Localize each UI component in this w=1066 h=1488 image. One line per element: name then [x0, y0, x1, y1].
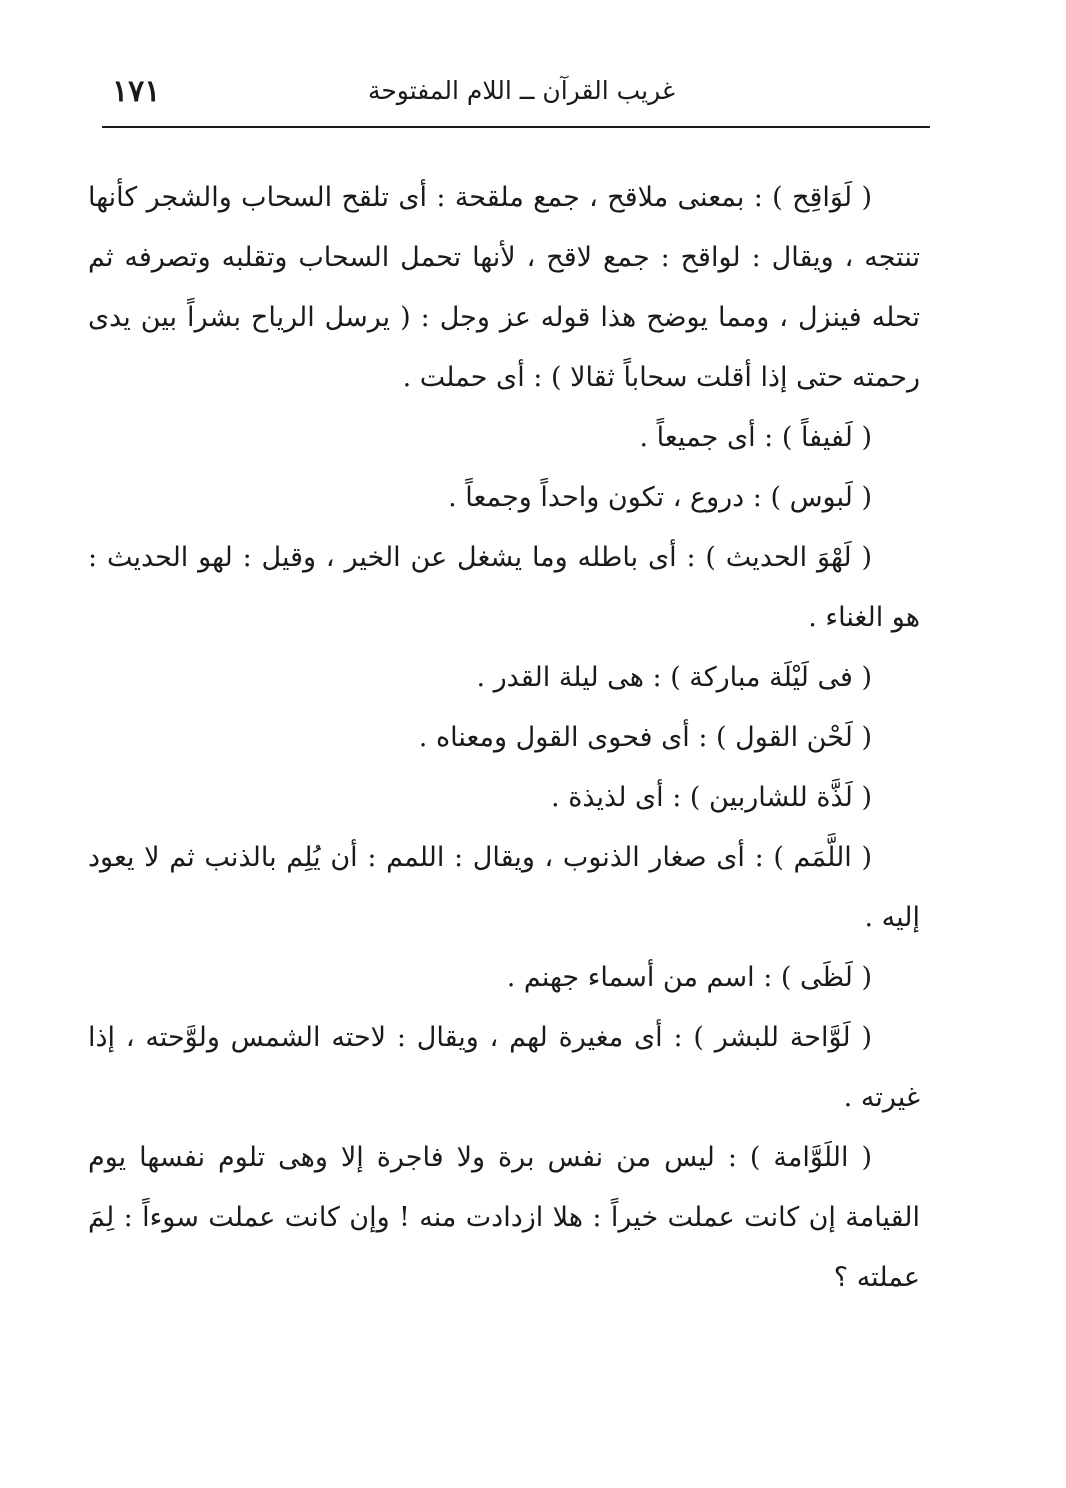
entry-lawwaha: ( لَوَّاحة للبشر ) : أى مغيرة لهم ، ويقال : لاحته الشمس ولوَّحته ، إذا غيرته .	[88, 1022, 920, 1113]
glossary-body	[88, 168, 920, 1308]
header-rule	[102, 126, 930, 128]
entry-ladhdha: ( لَذَّة للشاربين ) : أى لذيذة .	[551, 782, 872, 813]
running-header	[100, 70, 930, 122]
entry-laza: ( لَظَى ) : اسم من أسماء جهنم .	[506, 962, 872, 993]
entry-laylat-mubaraka: ( فى لَيْلَة مباركة ) : هى ليلة القدر .	[476, 662, 872, 693]
entry-labus: ( لَبوس ) : دروع ، تكون واحداً وجمعاً .	[448, 482, 872, 513]
entry-lafifan: ( لَفيفاً ) : أى جميعاً .	[639, 422, 872, 453]
page-number: ١٧١	[112, 74, 161, 109]
entry-al-lamam: ( اللَّمَم ) : أى صغار الذنوب ، ويقال : اللمم : أن يُلِم بالذنب ثم لا يعود إليه .	[88, 842, 920, 933]
entry-lawaqih: ( لَوَاقِح ) : بمعنى ملاقح ، جمع ملقحة : أى تلقح السحاب والشجر كأنها تنتجه ، ويقال : لواقح : جمع لاقح ، لأنها تحمل السحاب وتقلبه وتصرفه ثم تحله فينزل ، ومما يوضح هذا قوله عز وجل : ( يرسل الرياح بشراً بين يدى رحمته حتى إذا أقلت سحاباً ثقالا ) : أى حملت .	[88, 182, 920, 393]
header-title: غريب القرآن ــ اللام المفتوحة	[367, 76, 675, 105]
entry-al-lawwama: ( اللَوَّامة ) : ليس من نفس برة ولا فاجرة إلا وهى تلوم نفسها يوم القيامة إن كانت عملت خيراً : هلا ازدادت منه ! وإن كانت عملت سوءاً : لِمَ عملته ؟	[88, 1142, 920, 1293]
entry-lahw-al-hadith: ( لَهْوَ الحديث ) : أى باطله وما يشغل عن الخير ، وقيل : لهو الحديث : هو الغناء .	[88, 542, 920, 633]
entry-lahn-al-qawl: ( لَحْن القول ) : أى فحوى القول ومعناه .	[418, 722, 872, 753]
